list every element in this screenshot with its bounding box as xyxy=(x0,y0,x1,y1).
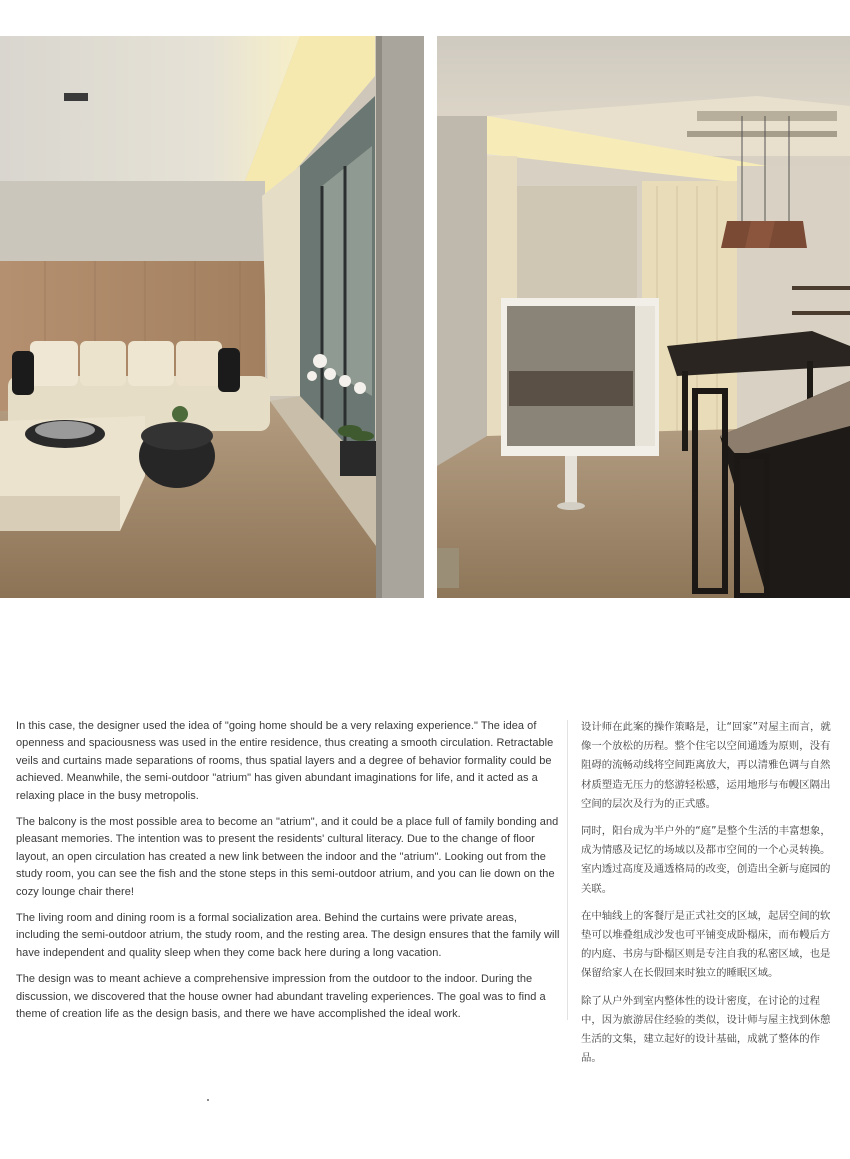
chinese-paragraph-3: 在中轴线上的客餐厅是正式社交的区域，起居空间的软垫可以堆叠组成沙发也可平铺变成卧榻床，而布幔后方的内庭、书房与卧榻区则是专注自我的私密区域，也是保留给家人在长假回来时独立的睡眠区域。 xyxy=(581,909,831,980)
english-article xyxy=(16,718,561,1033)
dining-room-illustration xyxy=(437,36,850,598)
column-divider xyxy=(567,720,568,1020)
english-paragraph-2: The balcony is the most possible area to become an "atrium", and it could be a place full of family bonding and pleasant memories. The intention was to present the residents' cultural literacy. Due to the change of floor layout, an open circulation has created a new link between the indoor and the "atrium". Looking out from the study room, you can see the fish and the stone steps in this semi-outdoor atrium, and you can lie down on the cozy lounge chair there! xyxy=(16,816,559,898)
chinese-paragraph-1: 设计师在此案的操作策略是，让“回家”对屋主而言，就像一个放松的历程。整个住宅以空间通透为原则，没有阻碍的流畅动线将空间距离放大，再以清雅色调与自然材质塑造无压力的悠游轻松感，运用地形与布幔区隔出空间的层次及行为的正式感。 xyxy=(581,721,831,810)
chinese-paragraph-2: 同时，阳台成为半户外的“庭”是整个生活的丰富想象，成为情感及记忆的场域以及都市空间的一个心灵转换。室内透过高度及通透格局的改变，创造出全新与庭园的关联。 xyxy=(581,825,831,895)
english-paragraph-3: The living room and dining room is a formal socialization area. Behind the curtains were private areas, including the semi-outdoor atrium, the study room, and the resting area. The design ensures that the family will have independent and quality sleep when they come back here during a long vacation. xyxy=(16,912,560,959)
english-paragraph-4: The design was to meant achieve a comprehensive impression from the outdoor to the indoor. During the discussion, we discovered that the house owner had abundant traveling experiences. The goal was to find a theme of creation life as the design basis, and there we have accomplished the ideal work. xyxy=(16,973,546,1021)
living-room-photo xyxy=(0,36,424,598)
chinese-paragraph-4: 除了从户外到室内整体性的设计密度，在讨论的过程中，因为旅游居住经验的类似，设计师与屋主找到休憩生活的文集，建立起好的设计基础，成就了整体的作品。 xyxy=(581,994,831,1065)
english-paragraph-1: In this case, the designer used the idea of "going home should be a very relaxing experience." The idea of openness and spaciousness was used in the entire residence, thus creating a smooth circulation. Retractable veils and curtains made separations of rooms, thus spatial layers and a degree of behavior formality could be achieved. Meanwhile, the semi-outdoor "atrium" has given abundant imaginations for life, and it acted as a relaxing place in the busy metropolis. xyxy=(16,720,554,802)
print-speck xyxy=(207,1099,209,1101)
chinese-article xyxy=(581,718,839,1076)
dining-room-photo xyxy=(437,36,850,598)
living-room-illustration xyxy=(0,36,424,598)
